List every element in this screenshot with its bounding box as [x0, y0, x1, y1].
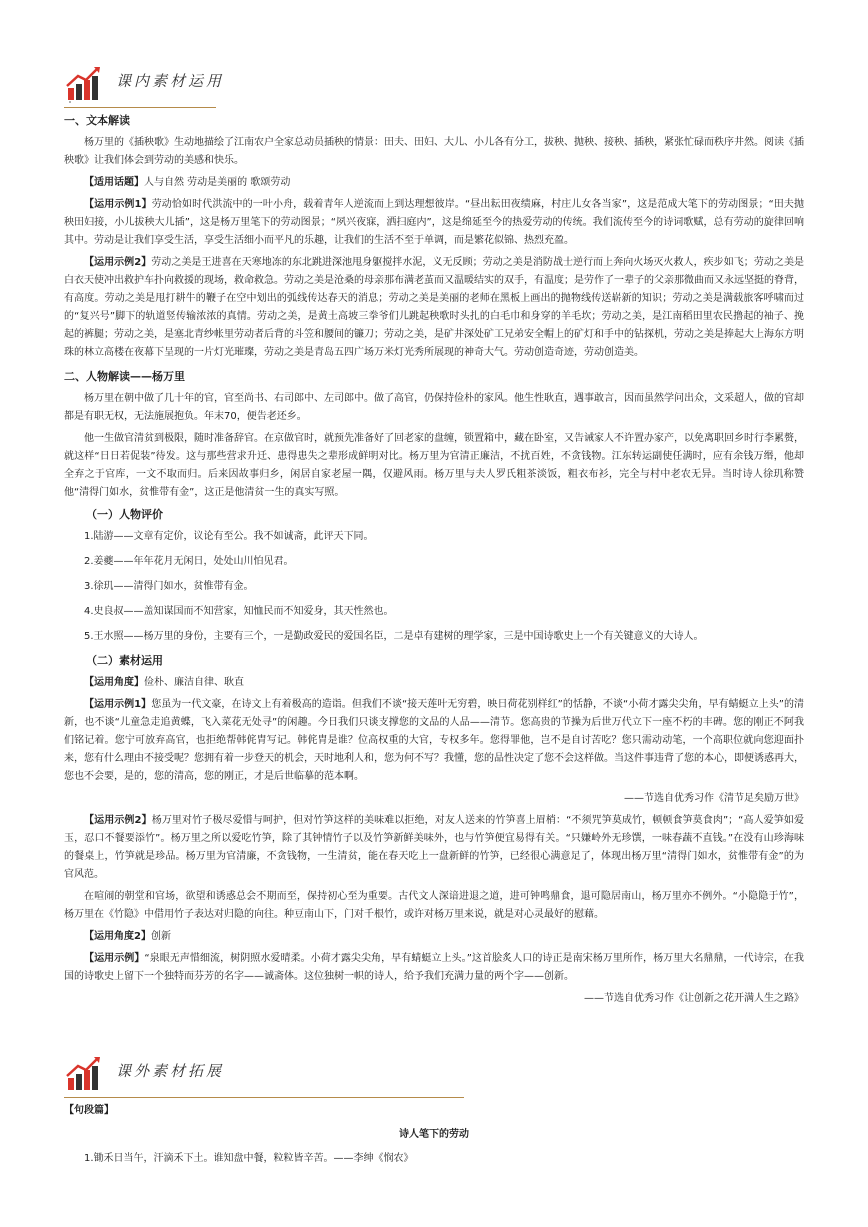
- banner-underline: [64, 1097, 464, 1098]
- subheading-material-use: （二）素材运用: [86, 654, 163, 667]
- angle-line-1: [64, 674, 804, 692]
- person-paragraph-2: 他一生做官清贫到极限，随时准备辞官。在京做官时，就预先准备好了回老家的盘缠，锁置箱中，藏在卧室，又告诫家人不许置办家产，以免离职回乡时行李累赘，就这样“日日若促装”待发。这与那些营求升迁、患得患失之辈形成鲜明对比。杨万里为官清正廉洁，不扰百姓，不贪钱物。江东转运副使任满时，应有余钱万缗，他却全弃之于官库，一文不取而归。后来因故事归乡，闲居自家老屋一隅，仅避风雨。杨万里与夫人罗氏粗茶淡饭，粗衣布衫，完全与村中老农无异。当时诗人徐玑称赞他“清得门如水，贫惟带有金”，这正是他清贫一生的真实写照。: [64, 433, 804, 498]
- angle-line-2: [64, 928, 804, 946]
- topic-line: [64, 174, 804, 192]
- person-example-text-3: “泉眼无声惜细流，树阴照水爱晴柔。小荷才露尖尖角，早有蜻蜓立上头。”这首脍炙人口的诗正是南宋杨万里所作，杨万里大名鼎鼎，一代诗宗，在我国的诗歌史上留下一个独特而芬芳的名字——诚斋体。这位独树一帜的诗人，给予我们充满力量的两个字——创新。: [64, 953, 804, 982]
- source-attribution-1: ——节选自优秀习作《清节足矣励万世》: [624, 793, 804, 804]
- topic-text: 人与自然 劳动是美丽的 歌颂劳动: [144, 177, 291, 188]
- person-example-2-continued: 在喧闹的朝堂和官场，欲望和诱惑总会不期而至，保持初心至为重要。古代文人深谙进退之道，进可钟鸣鼎食，退可隐居南山，杨万里亦不例外。“小隐隐于竹”，杨万里在《竹隐》中借用竹子表达对归隐的向往。种豆南山下，门对千根竹，或许对杨万里来说，就是对心灵最好的慰藉。: [64, 891, 804, 920]
- person-example-label-1: 【运用示例1】: [84, 699, 152, 710]
- evaluation-item: 2.姜夔——年年花月无闲日，处处山川怕见君。: [84, 556, 294, 567]
- angle-text-2: 创新: [150, 931, 171, 942]
- example-label-1: 【运用示例1】: [84, 199, 152, 210]
- example-paragraph-2: [64, 254, 804, 362]
- section-banner-extra: [64, 1054, 484, 1098]
- angle-label-2: 【运用角度2】: [84, 931, 151, 942]
- angle-text-1: 俭朴、廉洁自律、耿直: [144, 677, 244, 688]
- example-label-2: 【运用示例2】: [84, 257, 152, 268]
- extra-title: 诗人笔下的劳动: [399, 1129, 469, 1140]
- banner-title: 课外素材拓展: [116, 1062, 225, 1080]
- example-paragraph-1: [64, 196, 804, 250]
- person-example-text-1: 您虽为一代文豪，在诗文上有着极高的造诣。但我们不谈“接天莲叶无穷碧，映日荷花别样红”的恬静，不谈“小荷才露尖尖角，早有蜻蜓立上头”的清新，也不谈“儿童急走追黄蝶，飞入菜花无处寻”的闲趣。今日我们只谈支撑您的文品的人品——清节。您高贵的节操为后世万代立下一座不朽的丰碑。您的刚正不阿我们铭记着。您宁可放弃高官，也拒绝帮韩侂胄写记。韩侂胄是谁？位高权重的大官，专权多年。您得罪他，岂不是自讨苦吃？您只需动动笔，一个高职位就向您迎面扑来，您有什么理由不接受呢？您拥有着一步登天的机会，天时地利人和，您为何不写？我懂，您的品性决定了您不会这样做。当这件事违背了您的本心，即便诱惑再大，您也不会要，是的，您的清高，您的刚正，才是后世临摹的范本啊。: [64, 699, 804, 782]
- evaluation-item: 4.史良叔——盖知谋国而不知营家，知恤民而不知爱身，其天性然也。: [84, 606, 394, 617]
- evaluation-item: 3.徐玑——清得门如水，贫惟带有金。: [84, 581, 254, 592]
- section-heading-person: 二、人物解读——杨万里: [64, 370, 185, 383]
- paragraph-intro: 杨万里的《插秧歌》生动地描绘了江南农户全家总动员插秧的情景：田夫、田妇、大儿、小儿各有分工，拔秧、抛秧、接秧、插秧，紧张忙碌而秩序井然。阅读《插秧歌》让我们体会到劳动的美感和快乐。: [64, 137, 804, 166]
- example-text-1: 劳动恰如时代洪流中的一叶小舟，载着青年人逆流而上到达理想彼岸。“昼出耘田夜绩麻，村庄儿女各当家”，这是范成大笔下的劳动图景；“田夫抛秧田妇接，小儿拔秧大儿插”，这是杨万里笔下的劳动图景；“夙兴夜寐，洒扫庭内”，这是绵延至今的热爱劳动的传统。我们流传至今的诗词歌赋，总有劳动的旋律回响其中。劳动是让我们享受生活，享受生活细小而平凡的乐趣，让我们的生活不至于单调，而是繁花似锦、热烈充盈。: [64, 199, 804, 246]
- banner-title: 课内素材运用: [116, 72, 225, 90]
- example-text-2: 劳动之美是王进喜在天寒地冻的东北跳进深池甩身躯搅拌水泥，义无反顾；劳动之美是消防战士逆行而上奔向火场灭火救人，疾步如飞；劳动之美是白衣天使冲出救护车扑向救援的现场，救命救急。劳动之美是沧桑的母亲那布满老茧而又温暖结实的双手，有温度；是劳作了一辈子的父亲那微曲而又永远坚挺的脊背，有高度。劳动之美是甩打耕牛的鞭子在空中划出的弧线传达春天的消息；劳动之美是美丽的老师在黑板上画出的抛物线传送崭新的知识；劳动之美是满载旅客呼啸而过的“复兴号”脚下的轨道竖传输浓浓的真情。劳动之美，是黄土高坡三拳爷们儿跳起秧歌时头扎的白毛巾和身穿的羊毛坎；劳动之美，是江南稻田里农民撸起的袖子、挽起的裤腿；劳动之美，是塞北青纱帐里劳动者后背的斗笠和腰间的镰刀；劳动之美，是矿井深处矿工兄弟安全帽上的矿灯和手中的钻探机，劳动之美是捧起大上海东方明珠的林立高楼在夜幕下呈现的一片灯光璀璨，劳动之美是青岛五四广场万米灯光秀所展现的神奇大气。劳动创造奇迹，劳动创造美。: [64, 257, 804, 358]
- poem-line-1: 1.锄禾日当午，汗滴禾下土。谁知盘中餐，粒粒皆辛苦。——李绅《悯农》: [84, 1153, 414, 1164]
- angle-label-1: 【运用角度】: [84, 677, 144, 688]
- evaluation-item: 1.陆游——文章有定价，议论有至公。我不如诚斋，此评天下同。: [84, 531, 374, 542]
- banner-underline: [64, 107, 216, 108]
- extra-content: [64, 1102, 804, 1168]
- main-content: [64, 112, 804, 1008]
- person-example-label-2: 【运用示例2】: [84, 815, 152, 826]
- evaluation-item: 5.王水照——杨万里的身份，主要有三个，一是勤政爱民的爱国名臣，二是卓有建树的理学家，三是中国诗歌史上一个有关键意义的大诗人。: [84, 631, 704, 642]
- topic-label: 【适用话题】: [84, 177, 144, 188]
- growth-chart-icon: [64, 64, 104, 104]
- growth-chart-icon: [64, 1054, 104, 1094]
- source-attribution-2: ——节选自优秀习作《让创新之花开满人生之路》: [584, 993, 804, 1004]
- person-example-1: [64, 696, 804, 786]
- section-heading-text-analysis: 一、文本解读: [64, 114, 130, 127]
- person-example-text-2: 杨万里对竹子极尽爱惜与呵护，但对竹笋这样的美味难以拒绝，对友人送来的竹笋喜上眉梢：“不须咒笋莫成竹，顿顿食笋莫食肉”；“高人爱笋如爱玉，忍口不餐要添竹”。杨万里之所以爱吃竹笋，除了其钟情竹子以及竹笋新鲜美味外，也与竹笋便宜易得有关。“只嫌岭外无珍馔，一味春蔬不直钱。”在没有山珍海味的餐桌上，竹笋就是珍品。杨万里为官清廉，不贪钱物，一生清贫，能在春天吃上一盘新鲜的竹笋，已经很心满意足了，体现出杨万里“清得门如水，贫惟带有金”的为官风范。: [64, 815, 804, 880]
- person-example-2: [64, 812, 804, 884]
- subheading-evaluation: （一）人物评价: [86, 508, 163, 521]
- person-example-label-3: 【运用示例】: [84, 953, 145, 964]
- section-banner-in-class: [64, 64, 484, 108]
- section-label-sentences: 【句段篇】: [64, 1105, 114, 1116]
- person-paragraph-1: 杨万里在朝中做了几十年的官，官至尚书、右司郎中、左司郎中。做了高官，仍保持俭朴的家风。他生性耿直，遇事敢言，因而虽然学问出众，文采超人，做的官却都是有职无权，无法施展抱负。年末70，便告老还乡。: [64, 393, 804, 422]
- person-example-3: [64, 950, 804, 986]
